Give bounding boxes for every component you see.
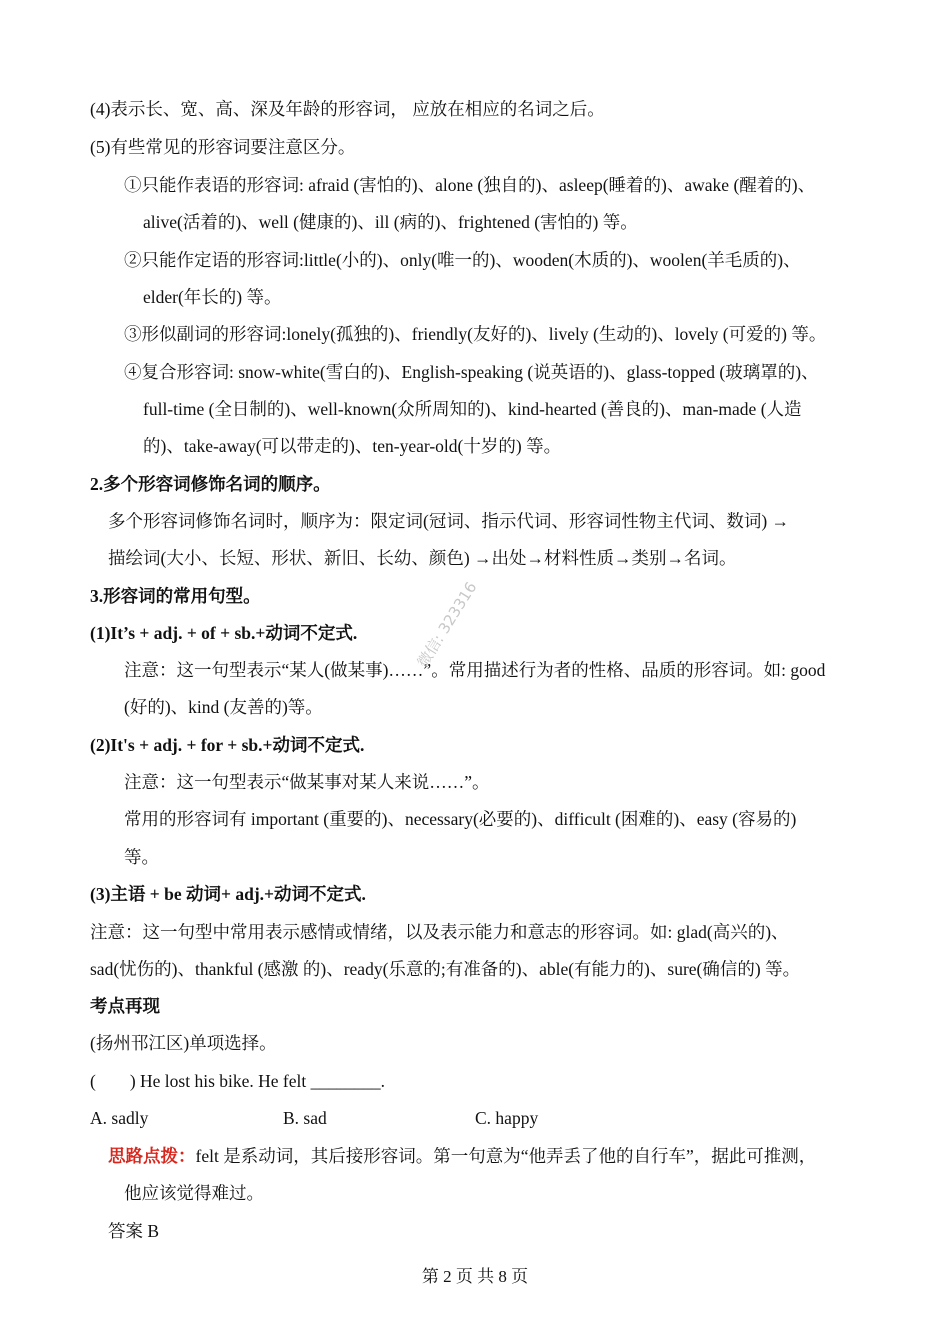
hint-label: 思路点拨： (108, 1146, 196, 1166)
text-line-4: (4)表示长、宽、高、深及年龄的形容词， 应放在相应的名词之后。 (90, 99, 605, 119)
section-heading-patterns: 3.形容词的常用句型。 (90, 586, 261, 606)
question-source: (扬州邗江区)单项选择。 (90, 1033, 277, 1053)
answer-line: 答案 B (108, 1221, 160, 1241)
text-line-compound: ④复合形容词: snow-white(雪白的)、English-speaking (说英语的)、glass-topped (玻璃罩的)、 (124, 362, 819, 382)
text-line-predicative: ①只能作表语的形容词: afraid (害怕的)、alone (独自的)、asleep(睡着的)、awake (醒着的)、 (124, 175, 816, 195)
section-heading-order: 2.多个形容词修饰名词的顺序。 (90, 474, 331, 494)
text-line-note-1: 注意：这一句型表示“某人(做某事)……”。常用描述行为者的性格、品质的形容词。如: good (124, 660, 826, 680)
pattern-heading-1: (1)It’s + adj. + of + sb.+动词不定式. (90, 623, 358, 643)
text-line-order: 多个形容词修饰名词时，顺序为：限定词(冠词、指示代词、形容词性物主代词、数词) → (108, 511, 790, 531)
answer-paren-close: ) (129, 1071, 136, 1091)
text-line-attributive-cont: elder(年长的) 等。 (143, 287, 282, 307)
option-b: B. sad (283, 1108, 327, 1128)
section-heading-review: 考点再现 (90, 996, 160, 1016)
text-line-compound-cont1: full-time (全日制的)、well-known(众所周知的)、kind-hearted (善良的)、man-made (人造 (143, 399, 802, 419)
text-line-common-adj: 常用的形容词有 important (重要的)、necessary(必要的)、difficult (困难的)、easy (容易的) (124, 809, 797, 829)
question-line (90, 1069, 385, 1093)
question-text: He lost his bike. He felt ________. (140, 1071, 385, 1091)
hint-text: felt 是系动词，其后接形容词。第一句意为“他弄丢了他的自行车”，据此可推测， (195, 1146, 817, 1166)
text-line-5: (5)有些常见的形容词要注意区分。 (90, 137, 356, 157)
pattern-heading-2: (2)It's + adj. + for + sb.+动词不定式. (90, 735, 365, 755)
option-c: C. happy (475, 1108, 539, 1128)
answer-paren-open: ( (90, 1071, 96, 1091)
text-line-order-cont: 描绘词(大小、长短、形状、新旧、长幼、颜色) →出处→材料性质→类别→名词。 (108, 548, 737, 568)
text-line-common-adj-cont: 等。 (124, 847, 159, 867)
hint-text-cont: 他应该觉得难过。 (124, 1183, 264, 1203)
text-line-ly-adjectives: ③形似副词的形容词:lonely(孤独的)、friendly(友好的)、lively (生动的)、lovely (可爱的) 等。 (124, 324, 827, 344)
text-line-note-3: 注意：这一句型中常用表示感情或情绪，以及表示能力和意志的形容词。如: glad(高兴的)、 (90, 922, 789, 942)
text-line-predicative-cont: alive(活着的)、well (健康的)、ill (病的)、frightened (害怕的) 等。 (143, 212, 638, 232)
text-line-note-3-cont: sad(忧伤的)、thankful (感激 的)、ready(乐意的;有准备的)、able(有能力的)、sure(确信的) 等。 (90, 959, 801, 979)
text-line-note-1-cont: (好的)、kind (友善的)等。 (124, 697, 323, 717)
text-line-note-2: 注意：这一句型表示“做某事对某人来说……”。 (124, 772, 490, 792)
option-a: A. sadly (90, 1108, 149, 1128)
hint-line (108, 1144, 816, 1168)
pattern-heading-3: (3)主语 + be 动词+ adj.+动词不定式. (90, 884, 366, 904)
text-line-attributive: ②只能作定语的形容词:little(小的)、only(唯一的)、wooden(木质的)、woolen(羊毛质的)、 (124, 250, 801, 270)
page-footer: 第 2 页 共 8 页 (421, 1267, 529, 1286)
watermark: 微信: 323316 (413, 578, 481, 671)
text-line-compound-cont2: 的)、take-away(可以带走的)、ten-year-old(十岁的) 等。 (143, 436, 562, 456)
